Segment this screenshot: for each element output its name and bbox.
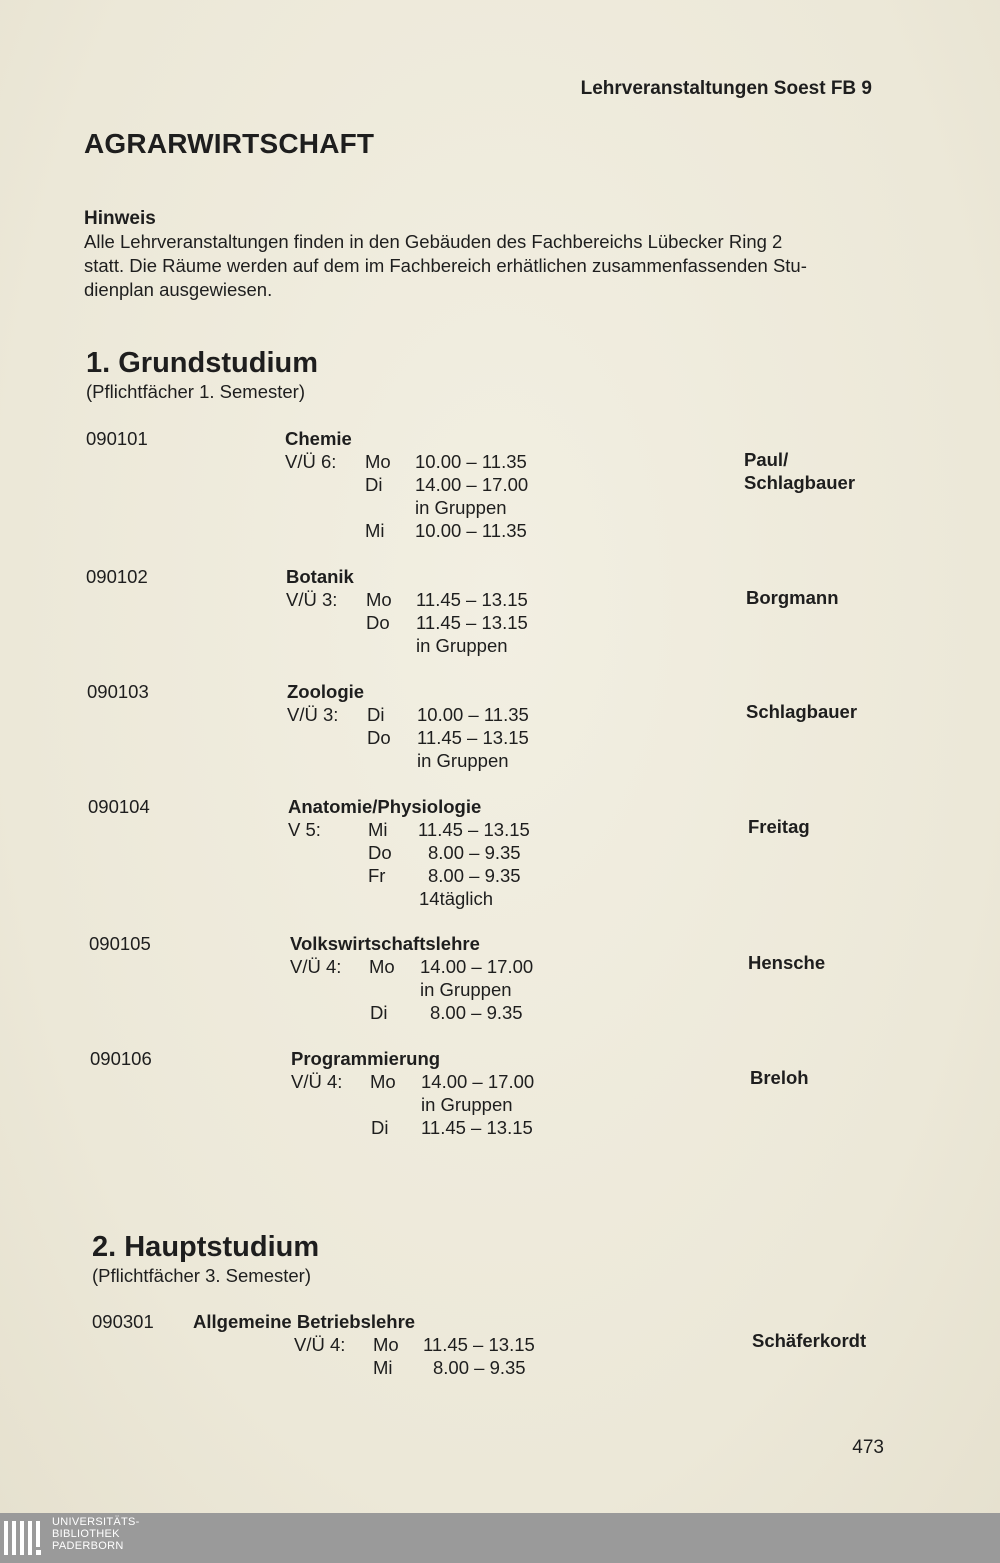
course-note: in Gruppen [420,979,512,1000]
course-type: V/Ü 3: [286,589,338,610]
course-number: 090106 [90,1048,152,1069]
course-day: Mo [365,451,391,472]
library-logo-line: UNIVERSITÄTS- [52,1516,140,1528]
course-title: Chemie [285,428,352,449]
course-title: Volkswirtschaftslehre [290,933,480,954]
course-time: 11.45 – 13.15 [421,1117,533,1138]
course-day: Mo [369,956,395,977]
course-lecturer: Schäferkordt [752,1330,867,1351]
course-day: Mo [373,1334,399,1355]
course-day: Do [366,612,390,633]
course-day: Mi [365,520,385,541]
course-title: Zoologie [287,681,365,702]
section-subtitle: (Pflichtfächer 3. Semester) [92,1265,311,1286]
course-day: Di [365,474,383,495]
course-title: Botanik [286,566,354,587]
course-lecturer: Hensche [748,952,826,973]
course-time: 11.45 – 13.15 [418,819,530,840]
course-note: in Gruppen [421,1094,513,1115]
course-title: Programmierung [291,1048,441,1069]
page-number: 473 [852,1437,884,1458]
course-lecturer: Freitag [748,816,810,837]
course-day: Mi [373,1357,393,1378]
course-time: 10.00 – 11.35 [415,451,527,472]
course-note: in Gruppen [416,635,508,656]
hint-line: Alle Lehrveranstaltungen finden in den Gebäuden des Fachbereichs Lübecker Ring 2 [84,231,783,252]
course-number: 090103 [87,681,149,702]
library-logo-line: PADERBORN [52,1540,124,1552]
course-day: Fr [368,865,386,886]
course-time: 10.00 – 11.35 [415,520,527,541]
course-day: Di [371,1117,389,1138]
course-lecturer: Paul/ [744,449,789,470]
course-time: 8.00 – 9.35 [428,865,521,886]
hint-line: dienplan ausgewiesen. [84,279,273,300]
course-day: Di [367,704,385,725]
course-time: 8.00 – 9.35 [430,1002,523,1023]
course-number: 090105 [89,933,151,954]
course-type: V 5: [288,819,321,840]
library-logo-text [52,1516,140,1552]
section-subtitle: (Pflichtfächer 1. Semester) [86,381,305,402]
course-day: Di [370,1002,388,1023]
course-time: 8.00 – 9.35 [433,1357,526,1378]
course-lecturer: Schlagbauer [744,472,856,493]
course-time: 11.45 – 13.15 [416,589,528,610]
section-title: 1. Grundstudium [86,347,318,379]
course-number: 090102 [86,566,148,587]
course-number: 090101 [86,428,148,449]
course-day: Mi [368,819,388,840]
course-number: 090104 [88,796,150,817]
course-day: Do [367,727,391,748]
library-logo-icon [4,1519,46,1557]
course-note: in Gruppen [417,750,509,771]
course-note: 14täglich [419,888,494,909]
course-number: 090301 [92,1311,154,1332]
course-lecturer: Schlagbauer [746,701,858,722]
course-title: Anatomie/Physiologie [288,796,482,817]
course-type: V/Ü 3: [287,704,339,725]
course-type: V/Ü 6: [285,451,337,472]
course-day: Mo [366,589,392,610]
course-lecturer: Breloh [750,1067,809,1088]
running-head: Lehrveranstaltungen Soest FB 9 [580,78,872,99]
course-time: 14.00 – 17.00 [421,1071,535,1092]
course-time: 11.45 – 13.15 [423,1334,535,1355]
section-title: 2. Hauptstudium [92,1231,320,1263]
course-day: Mo [370,1071,396,1092]
page-title: AGRARWIRTSCHAFT [84,128,375,159]
course-type: V/Ü 4: [290,956,342,977]
course-time: 10.00 – 11.35 [417,704,529,725]
course-time: 11.45 – 13.15 [417,727,529,748]
course-day: Do [368,842,392,863]
course-note: in Gruppen [415,497,507,518]
course-type: V/Ü 4: [294,1334,346,1355]
course-time: 8.00 – 9.35 [428,842,521,863]
course-title: Allgemeine Betriebslehre [193,1311,416,1332]
hint-heading: Hinweis [84,208,156,229]
library-footer-bar [0,1513,1000,1563]
course-time: 11.45 – 13.15 [416,612,528,633]
hint-text [84,230,884,302]
hint-line: statt. Die Räume werden auf dem im Fachbereich erhätlichen zusammenfassenden Stu- [84,255,807,276]
library-logo-line: BIBLIOTHEK [52,1528,120,1540]
course-time: 14.00 – 17.00 [420,956,534,977]
course-lecturer: Borgmann [746,587,839,608]
course-type: V/Ü 4: [291,1071,343,1092]
course-time: 14.00 – 17.00 [415,474,529,495]
